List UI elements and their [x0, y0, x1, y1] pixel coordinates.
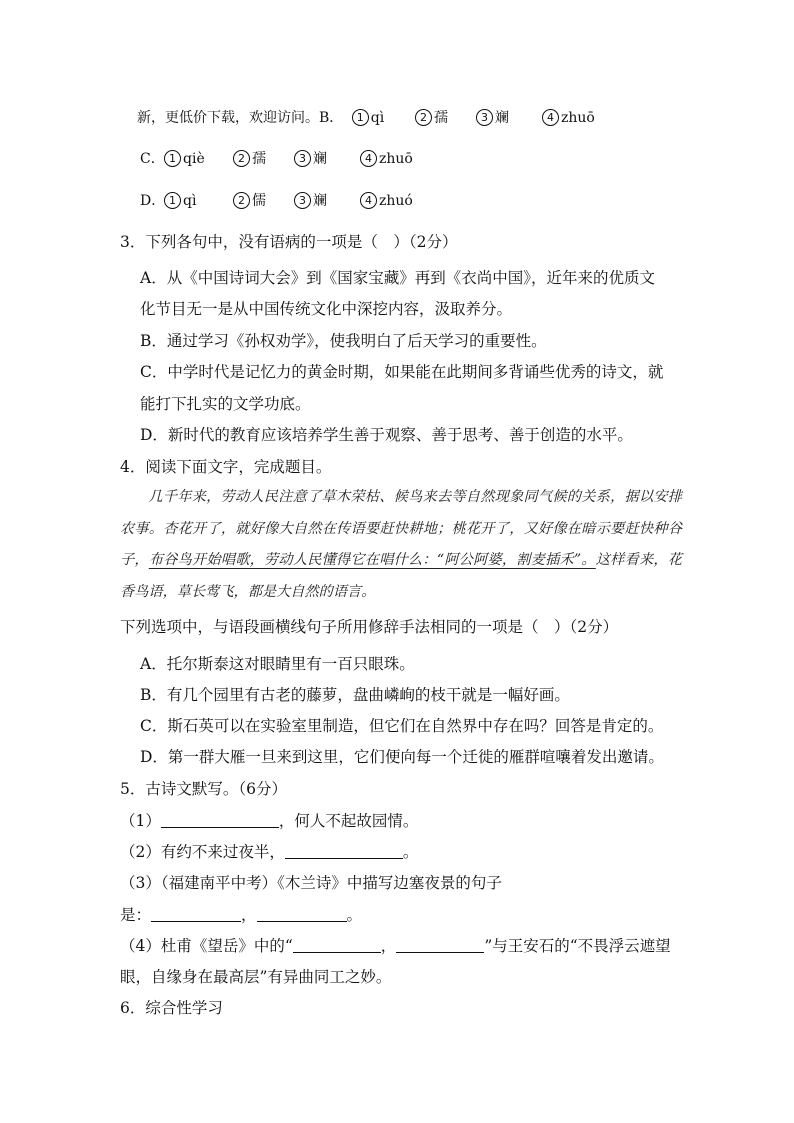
q3-stem: 3．下列各句中，没有语病的一项是（ ）（2分）	[120, 233, 458, 251]
q3-option-a-line2: 化节目无一是从中国传统文化中深挖内容，汲取养分。	[140, 300, 513, 318]
q5-s3-prefix: 是：	[120, 906, 152, 924]
q4-reading-passage	[120, 482, 682, 609]
answer-blank[interactable]	[396, 936, 484, 953]
q4-stem: 4．阅读下面文字，完成题目。	[120, 458, 332, 476]
q2-b-item-4: zhuō	[561, 110, 595, 126]
q6-stem: 6．综合性学习	[120, 999, 223, 1017]
q2-b-item-1: qì	[370, 110, 385, 126]
q2-c-item-3: 斓	[313, 151, 327, 167]
q3-option-a-line1: A．从《中国诗词大会》到《国家宝藏》再到《衣尚中国》，近年来的优质文	[140, 269, 655, 287]
q2-option-d-label: D．	[140, 193, 166, 209]
q2-c-item-4: zhuō	[379, 151, 413, 167]
q5-s3-comma: ，	[241, 906, 257, 924]
q2-option-c-label: C．	[140, 151, 165, 167]
q2-d-item-1: qì	[183, 193, 197, 209]
circled-number-4-icon: 4	[360, 150, 377, 167]
circled-number-4-icon: 4	[542, 109, 559, 126]
q4-question: 下列选项中，与语段画横线句子所用修辞手法相同的一项是（ ）（2分）	[120, 618, 619, 636]
circled-number-1-icon: 1	[352, 109, 369, 126]
q5-sentence-4-line2: 眼，自缘身在最高层”有异曲同工之妙。	[120, 968, 392, 986]
q5-sentence-4-line1	[120, 936, 671, 956]
q5-sentence-1	[120, 811, 418, 831]
q4-option-b: B．有几个园里有古老的藤萝，盘曲嶙峋的枝干就是一幅好画。	[140, 686, 570, 704]
circled-number-4-icon: 4	[360, 192, 377, 209]
q5-s3-end: 。	[346, 906, 363, 924]
q5-s4-prefix: （4）杜甫《望岳》中的“	[120, 937, 293, 955]
circled-number-2-icon: 2	[233, 150, 250, 167]
passage-text-part1: 几千年来，劳动人民注意了草木荣枯、候鸟来去等自然现象同气候的关系，据以安排农事。杏花开了，就好像大自然在传语要赶快耕地；桃花开了，又好像在暗示要赶快种谷子，	[120, 489, 682, 569]
answer-blank[interactable]	[285, 842, 403, 859]
q5-stem: 5．古诗文默写。（6分）	[120, 780, 287, 798]
q4-option-a: A．托尔斯泰这对眼睛里有一百只眼珠。	[140, 655, 415, 673]
circled-number-2-icon: 2	[415, 109, 432, 126]
q2-option-b	[137, 108, 595, 128]
q5-s1-text: ，何人不起故园情。	[278, 812, 419, 830]
answer-blank[interactable]	[257, 905, 347, 922]
circled-number-3-icon: 3	[294, 192, 311, 209]
q2-option-c	[140, 149, 413, 169]
q2-b-item-3: 斓	[495, 110, 509, 126]
q2-option-b-prefix: 新，更低价下载，欢迎访问。B．	[137, 110, 344, 126]
answer-blank[interactable]	[151, 905, 241, 922]
q2-d-item-3: 斓	[313, 193, 327, 209]
q5-s4-text: ”与王安石的“不畏浮云遮望	[484, 937, 671, 955]
q3-option-c-line1: C．中学时代是记忆力的黄金时期，如果能在此期间多背诵些优秀的诗文，就	[140, 363, 664, 381]
q2-d-item-4: zhuó	[379, 193, 413, 209]
q5-s1-number: （1）	[120, 812, 161, 830]
q5-s4-comma: ，	[380, 937, 397, 955]
q4-option-d: D．第一群大雁一旦来到这里，它们便向每一个迁徙的雁群喧嚷着发出邀请。	[140, 748, 664, 766]
q5-sentence-3-line1: （3）（福建南平中考）《木兰诗》中描写边塞夜景的句子	[120, 874, 502, 892]
q3-option-b: B．通过学习《孙权劝学》，使我明白了后天学习的重要性。	[140, 332, 547, 350]
circled-number-3-icon: 3	[294, 150, 311, 167]
q5-s2-end: 。	[402, 843, 419, 861]
circled-number-1-icon: 1	[164, 192, 181, 209]
q2-c-item-1: qiè	[183, 151, 205, 167]
q2-d-item-2: 儒	[252, 193, 266, 209]
circled-number-3-icon: 3	[476, 109, 493, 126]
circled-number-2-icon: 2	[233, 192, 250, 209]
q3-option-d: D．新时代的教育应该培养学生善于观察、善于思考、善于创造的水平。	[140, 426, 633, 444]
answer-blank[interactable]	[161, 811, 279, 828]
q3-option-c-line2: 能打下扎实的文学功底。	[140, 395, 311, 413]
passage-underlined-sentence: 布谷鸟开始唱歌，劳动人民懂得它在唱什么：“阿公阿婆，割麦插禾”。	[148, 552, 596, 569]
q2-c-item-2: 孺	[252, 151, 266, 167]
q4-option-c: C．斯石英可以在实验室里制造，但它们在自然界中存在吗？回答是肯定的。	[140, 717, 664, 735]
q5-sentence-2	[120, 842, 418, 862]
circled-number-1-icon: 1	[164, 150, 181, 167]
q5-sentence-3-line2	[120, 905, 362, 925]
q5-s2-text: （2）有约不来过夜半，	[120, 843, 285, 861]
q2-option-d	[140, 191, 413, 211]
answer-blank[interactable]	[293, 936, 381, 953]
q2-b-item-2: 孺	[434, 110, 448, 126]
passage-text-part2: 这样看来，花香鸟语，草长莺飞，都是大自然的语言。	[120, 552, 682, 601]
